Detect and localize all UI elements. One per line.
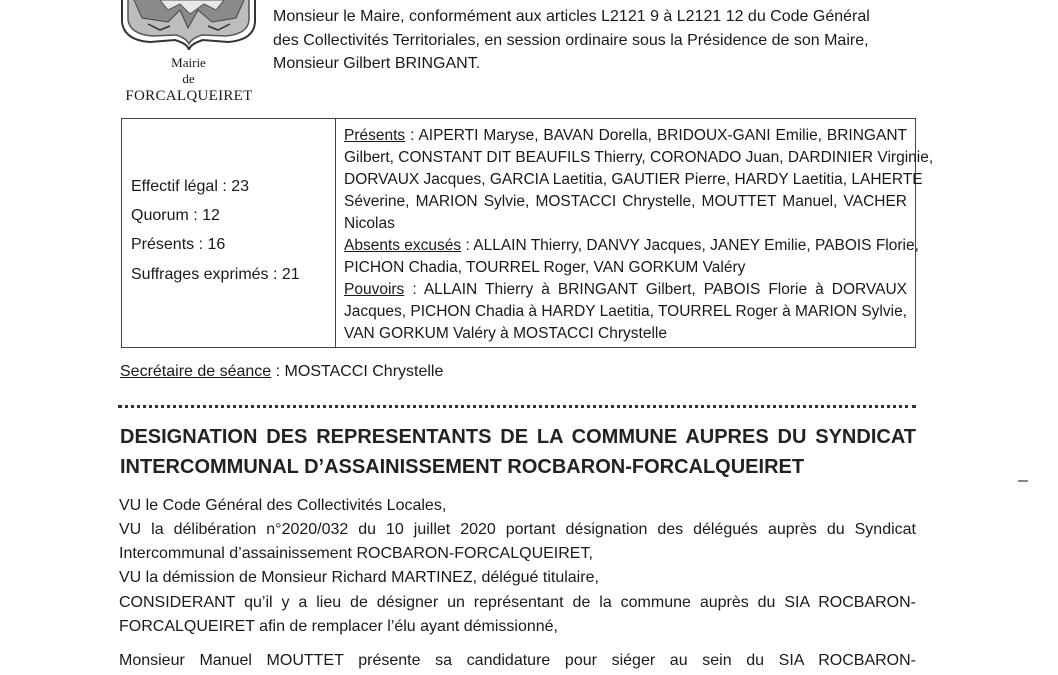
presents-line: Gilbert, CONSTANT DIT BEAUFILS Thierry, CORONADO Juan, DARDINIER Virginie, <box>344 149 934 166</box>
intro-line: des Collectivités Territoriales, en session ordinaire sous la Présidence de son Maire, <box>273 32 869 49</box>
dotted-separator <box>118 405 916 408</box>
municipal-crest-logo <box>120 0 257 50</box>
secretary-value: : MOSTACCI Chrystelle <box>271 363 444 380</box>
pouvoirs-line: Pouvoirs : ALLAIN Thierry à BRINGANT Gilbert, PABOIS Florie à DORVAUX <box>344 281 907 298</box>
presents-label: Présents <box>344 127 406 144</box>
scan-mark <box>1018 480 1028 482</box>
absents-label: Absents excusés <box>344 237 462 254</box>
body-line: VU la délibération n°2020/032 du 10 juillet 2020 portant désignation des délégués auprès du Syndicat <box>119 521 916 538</box>
body-line: CONSIDERANT qu’il y a lieu de désigner un représentant de la commune auprès du SIA ROCBARON- <box>119 594 916 611</box>
presents-line: Séverine, MARION Sylvie, MOSTACCI Chrystelle, MOUTTET Manuel, VACHER <box>344 193 907 210</box>
section-title: INTERCOMMUNAL D’ASSAINISSEMENT ROCBARON-FORCALQUEIRET <box>120 456 805 478</box>
absents-line: Absents excusés : ALLAIN Thierry, DANVY Jacques, JANEY Emilie, PABOIS Florie, <box>344 237 919 254</box>
secretary-line <box>120 361 443 383</box>
presents-line: DORVAUX Jacques, GARCIA Laetitia, GAUTIER Pierre, HARDY Laetitia, LAHERTE <box>344 171 923 188</box>
intro-line: Monsieur Gilbert BRINGANT. <box>273 55 481 72</box>
body-line: VU le Code Général des Collectivités Locales, <box>119 497 447 514</box>
section-title: DESIGNATION DES REPRESENTANTS DE LA COMMUNE AUPRES DU SYNDICAT <box>120 426 916 448</box>
stat-presents: Présents : 16 <box>131 236 226 253</box>
body-line: FORCALQUEIRET afin de remplacer l’élu ayant démissionné, <box>119 618 558 635</box>
logo-caption-de: de <box>182 71 195 86</box>
pouvoirs-line: VAN GORKUM Valéry à MOSTACCI Chrystelle <box>344 325 667 342</box>
stat-suffrages: Suffrages exprimés : 21 <box>131 266 300 283</box>
pouvoirs-label: Pouvoirs <box>344 281 405 298</box>
body-line: Monsieur Manuel MOUTTET présente sa candidature pour siéger au sein du SIA ROCBARON- <box>119 652 916 669</box>
pouvoirs-line: Jacques, PICHON Chadia à HARDY Laetitia, TOURREL Roger à MARION Sylvie, <box>344 303 907 320</box>
secretary-label: Secrétaire de séance <box>120 363 272 380</box>
intro-line: Monsieur le Maire, conformément aux articles L2121 9 à L2121 12 du Code Général <box>273 8 870 25</box>
logo-caption-mairie: Mairie <box>171 55 206 70</box>
table-column-divider <box>335 118 336 348</box>
presents-line: Présents : AIPERTI Maryse, BAVAN Dorella, BRIDOUX-GANI Emilie, BRINGANT <box>344 127 907 144</box>
logo-caption-town: FORCALQUEIRET <box>125 88 253 104</box>
absents-line: PICHON Chadia, TOURREL Roger, VAN GORKUM Valéry <box>344 259 746 276</box>
presents-line: Nicolas <box>344 215 395 232</box>
stat-effectif: Effectif légal : 23 <box>131 178 249 195</box>
stat-quorum: Quorum : 12 <box>131 207 220 224</box>
body-line: Intercommunal d’assainissement ROCBARON-FORCALQUEIRET, <box>119 545 593 562</box>
body-line: VU la démission de Monsieur Richard MARTINEZ, délégué titulaire, <box>119 569 599 586</box>
